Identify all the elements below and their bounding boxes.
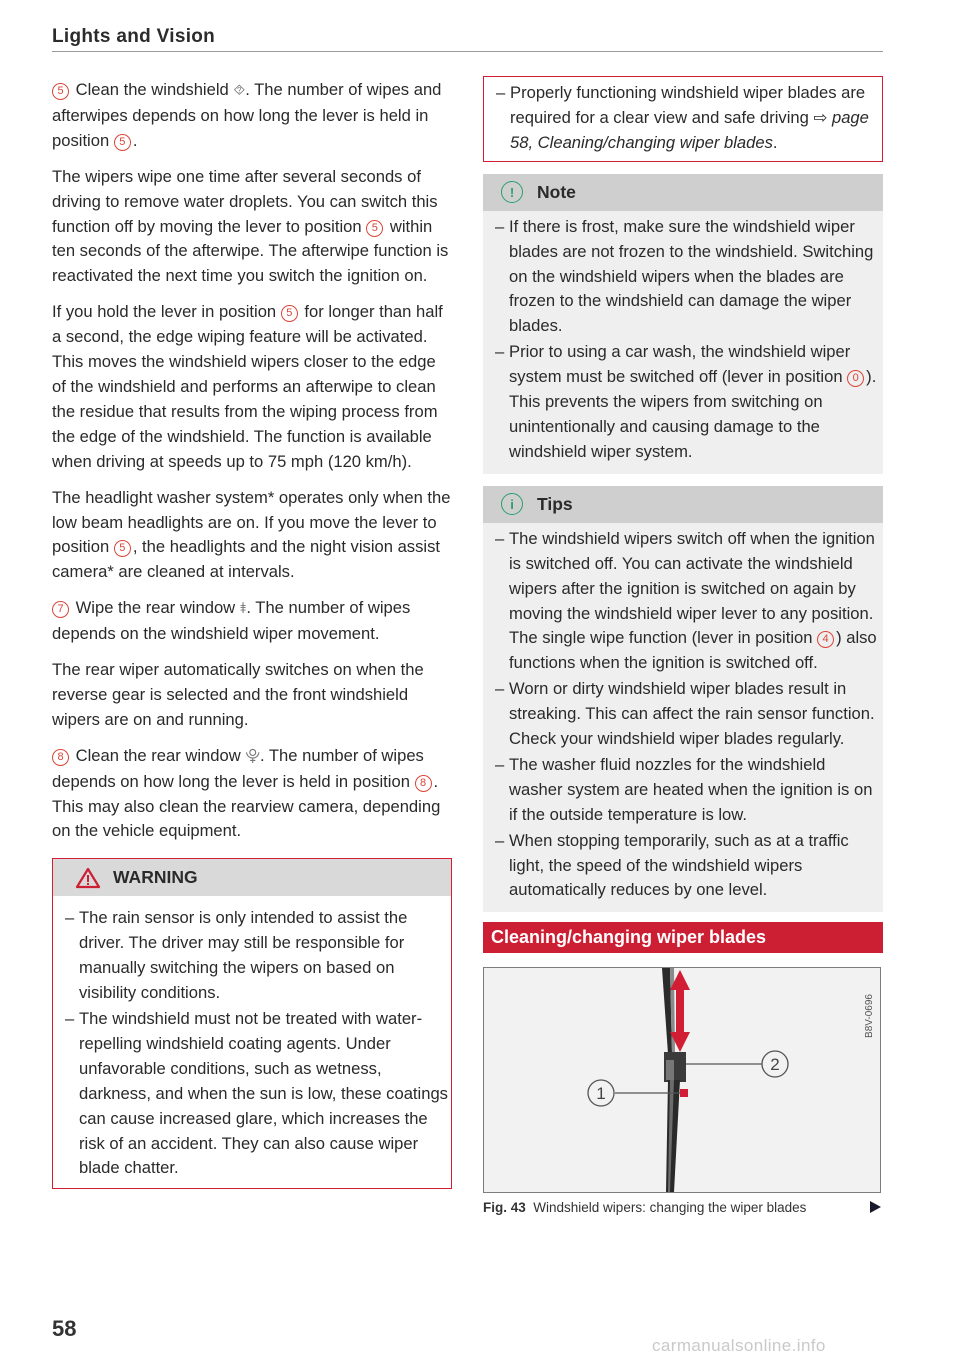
right-column	[483, 76, 883, 1215]
tips-box	[483, 486, 883, 913]
paragraph-clean-windshield: 5 Clean the windshield ⯑. The number of wipes and afterwipes depends on how long the lever is held in position 5 .	[52, 80, 442, 150]
caution-box	[483, 76, 883, 162]
paragraph-edge-wiping: If you hold the lever in position 5 for longer than half a second, the edge wiping feature will be activated. This moves the windshield wipers closer to the edge of the windshield and performs an afterwipe to clean the residue that results from the wiping process from the edge of the windshield. The function is available when driving at speeds up to 75 mph (120 km/h).	[52, 302, 443, 471]
left-column	[52, 78, 452, 1189]
warning-box	[52, 858, 452, 1189]
paragraph-rear-clean: 8 Clean the rear window ⯓. The number of wipes depends on how long the lever is held in position 8 . This may also clean the rearview camera, depending on the vehicle equipment.	[52, 745, 441, 841]
tips-item: – The windshield wipers switch off when the ignition is switched off. You can activate the windshield wipers after the ignition is switched on again by moving the windshield wiper lever to any position. The single wipe function (lever in position 4 ) also functions when the ignition is switched off.	[483, 527, 883, 676]
rear-washer-icon: ⯓	[245, 747, 260, 765]
position-7-marker: 7	[52, 601, 69, 618]
tips-item: – Worn or dirty windshield wiper blades result in streaking. This can affect the rain sensor function. Check your windshield wiper blades regularly.	[483, 677, 883, 752]
warning-title: WARNING	[113, 867, 198, 888]
warning-header	[53, 859, 451, 896]
section-heading: Cleaning/changing wiper blades	[483, 922, 883, 953]
position-5-marker: 5	[52, 83, 69, 100]
position-4-marker: 4	[817, 631, 834, 648]
note-header	[483, 174, 883, 211]
note-item: – Prior to using a car wash, the windshield wiper system must be switched off (lever in position 0 ). This prevents the wipers from switching on unintentionally and causing damage to the windshield wiper system.	[483, 340, 883, 465]
warning-triangle-icon	[75, 867, 101, 889]
tips-title: Tips	[537, 493, 573, 514]
callout-2: 2	[770, 1055, 780, 1075]
exclamation-icon: !	[501, 181, 523, 203]
paragraph-rear-wipe: 7 Wipe the rear window ⯒. The number of wipes depends on the windshield wiper movement.	[52, 598, 411, 644]
header-rule	[52, 51, 883, 52]
page-number: 58	[52, 1316, 77, 1341]
position-5-marker: 5	[366, 220, 383, 237]
position-8-marker: 8	[415, 775, 432, 792]
note-item: – If there is frost, make sure the windshield wiper blades are not frozen to the windshield. Switching on the windshield wipers when the blades are frozen to the windshield can damage the wiper blades.	[483, 215, 883, 340]
windshield-wash-icon: ⯑	[233, 82, 246, 99]
note-list	[483, 211, 883, 474]
tips-header	[483, 486, 883, 523]
warning-item: – The rain sensor is only intended to assist the driver. The driver may still be responsible for manually switching the wipers on based on visibility conditions.	[53, 906, 451, 1006]
paragraph-rear-auto: The rear wiper automatically switches on when the reverse gear is selected and the front windshield wipers are on and running.	[52, 660, 424, 729]
wiper-blade-illustration	[484, 968, 880, 1192]
figure-caption	[483, 1200, 883, 1215]
wiper-figure	[483, 967, 881, 1193]
caution-item: – Properly functioning windshield wiper blades are required for a clear view and safe driving ⇨ page 58, Cleaning/changing wiper blades.	[484, 81, 882, 156]
warning-list	[53, 896, 451, 1188]
tips-item: – The washer fluid nozzles for the windshield washer system are heated when the ignition is on if the outside temperature is low.	[483, 753, 883, 828]
tips-item: – When stopping temporarily, such as at a traffic light, the speed of the windshield wipers automatically reduces by one level.	[483, 829, 883, 904]
rear-wiper-icon: ⯒	[239, 600, 247, 618]
info-icon: i	[501, 493, 523, 515]
figure-caption-text: Windshield wipers: changing the wiper blades	[533, 1200, 807, 1216]
position-0-marker: 0	[847, 370, 864, 387]
position-5-marker: 5	[281, 305, 298, 322]
note-box	[483, 174, 883, 474]
position-5-marker: 5	[114, 540, 131, 557]
paragraph-headlight-washer: The headlight washer system* operates only when the low beam headlights are on. If you move the lever to position 5 , the headlights and the night vision assist camera* are cleaned at intervals.	[52, 487, 451, 582]
next-page-arrow-icon[interactable]	[870, 1201, 881, 1213]
watermark: carmanualsonline.info	[652, 1336, 826, 1355]
page-reference-link[interactable]: ⇨ page 58, Cleaning/changing wiper blades	[510, 107, 869, 152]
tips-list	[483, 523, 883, 913]
position-5-marker: 5	[114, 134, 131, 151]
warning-item: – The windshield must not be treated with water-repelling windshield coating agents. Under unfavorable conditions, such as wetness, darkness, and when the sun is low, these coatings can cause increased glare, which increases the risk of an accident. They can also cause wiper blade chatter.	[53, 1007, 451, 1181]
paragraph-droplets: The wipers wipe one time after several seconds of driving to remove water droplets. You can switch this function off by moving the lever to position 5 within ten seconds of the afterwipe. The afterwipe function is reactivated the next time you switch the ignition on.	[52, 166, 449, 286]
note-title: Note	[537, 181, 576, 202]
figure-code: B8V-0696	[864, 994, 875, 1039]
figure-label: Fig. 43	[483, 1200, 526, 1216]
position-8-marker: 8	[52, 749, 69, 766]
page-header-title: Lights and Vision	[52, 26, 216, 47]
callout-1: 1	[596, 1084, 606, 1104]
